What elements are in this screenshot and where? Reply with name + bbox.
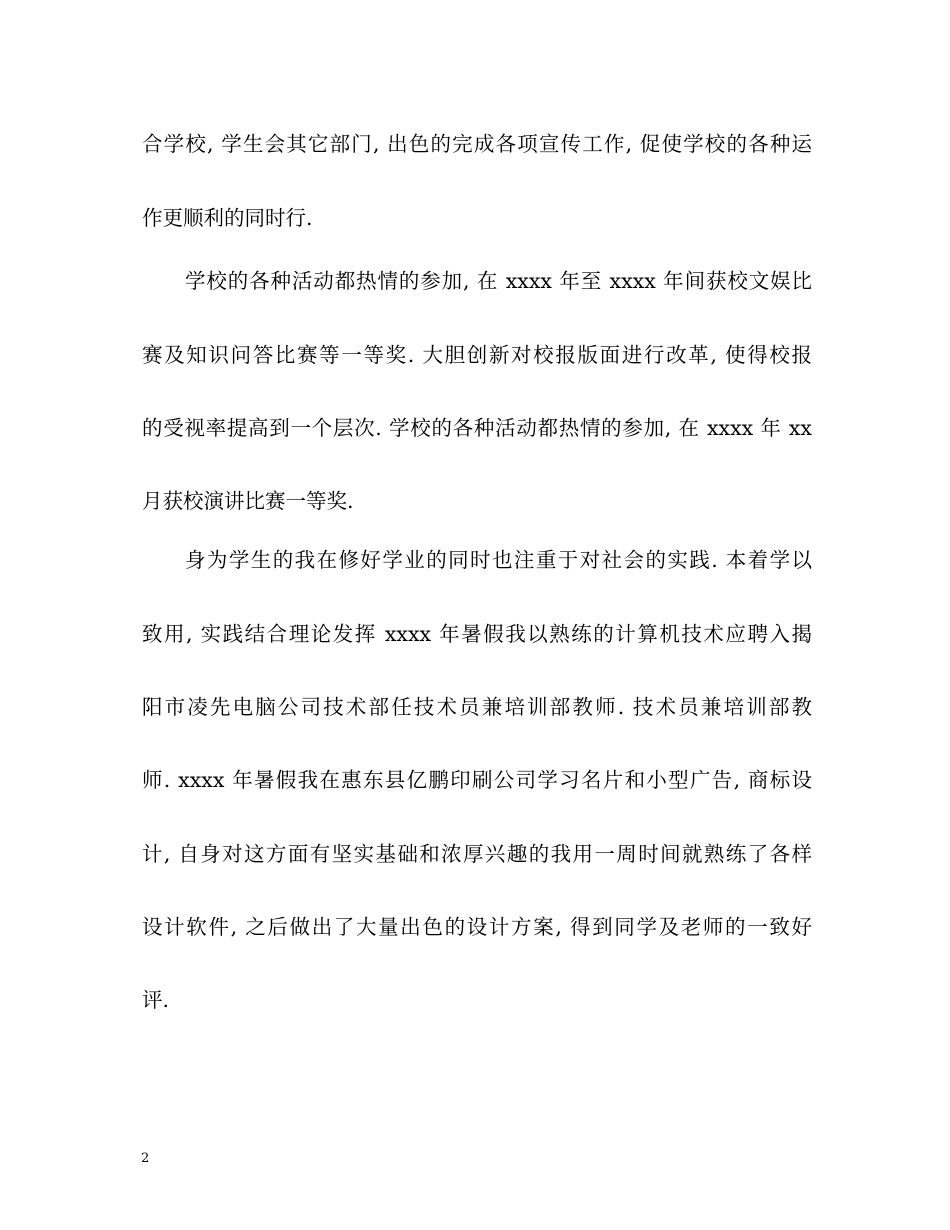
- text-line-7: 身为学生的我在修好学业的同时也注重于对社会的实践. 本着学以: [185, 548, 812, 572]
- text-line-9: 阳市凌先电脑公司技术部任技术员兼培训部教师. 技术员兼培训部教: [142, 695, 812, 719]
- text-line-8: 致用, 实践结合理论发挥 xxxx 年暑假我以熟练的计算机技术应聘入揭: [142, 622, 812, 646]
- text-line-6: 月获校演讲比赛一等奖.: [142, 489, 354, 513]
- text-line-13: 评.: [142, 988, 170, 1012]
- text-line-2: 作更顺利的同时行.: [142, 206, 313, 230]
- text-line-3: 学校的各种活动都热情的参加, 在 xxxx 年至 xxxx 年间获校文娱比: [185, 269, 812, 293]
- text-line-11: 计, 自身对这方面有坚实基础和浓厚兴趣的我用一周时间就熟练了各样: [142, 842, 812, 866]
- text-line-1: 合学校, 学生会其它部门, 出色的完成各项宣传工作, 促使学校的各种运: [142, 132, 812, 156]
- text-line-5: 的受视率提高到一个层次. 学校的各种活动都热情的参加, 在 xxxx 年 xx: [142, 416, 812, 440]
- text-line-12: 设计软件, 之后做出了大量出色的设计方案, 得到同学及老师的一致好: [142, 915, 812, 939]
- text-line-4: 赛及知识问答比赛等一等奖. 大胆创新对校报版面进行改革, 使得校报: [142, 343, 812, 367]
- text-line-10: 师. xxxx 年暑假我在惠东县亿鹏印刷公司学习名片和小型广告, 商标设: [142, 768, 812, 792]
- page-number: 2: [141, 1151, 150, 1166]
